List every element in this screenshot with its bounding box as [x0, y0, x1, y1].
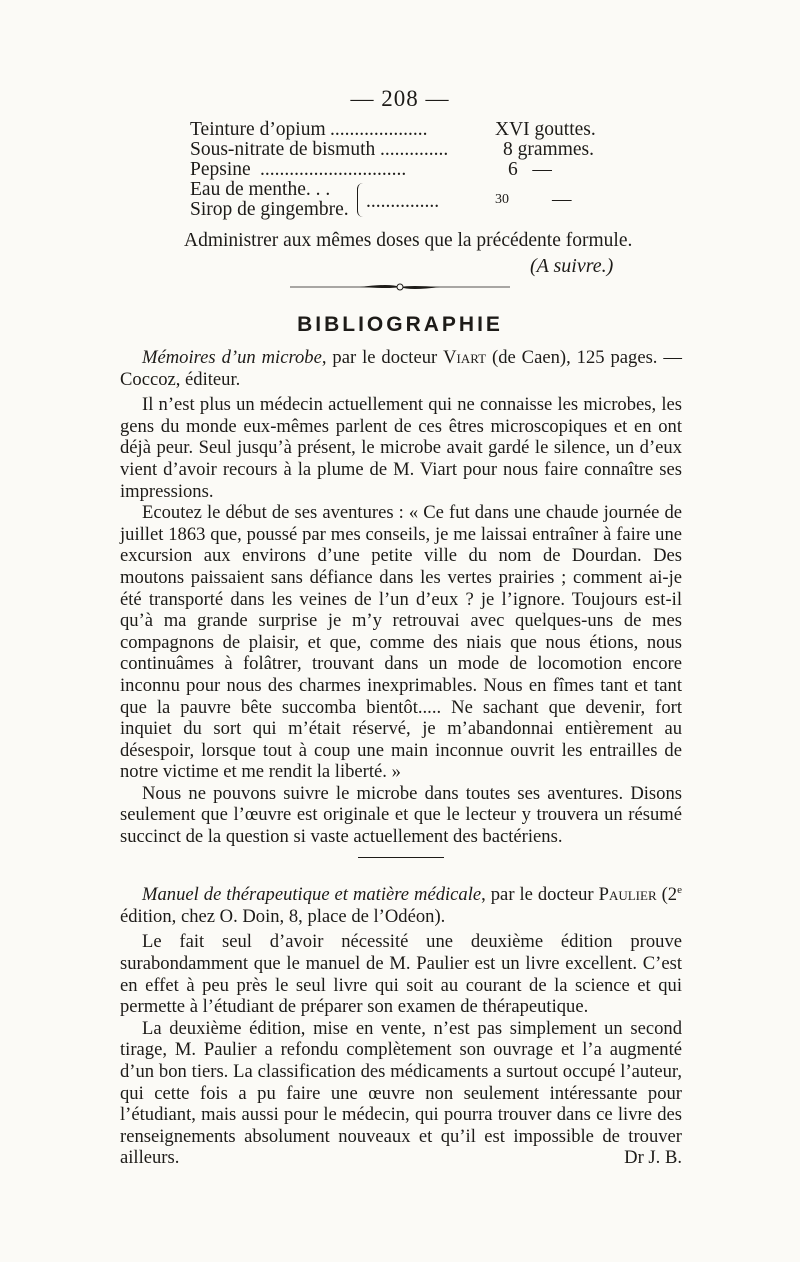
superscript: e: [677, 884, 682, 896]
recipe-line: [190, 140, 630, 160]
leader-dots: ..............: [380, 139, 449, 160]
leader-dots: ..............................: [260, 159, 407, 180]
citation-text: , par le docteur: [481, 884, 599, 906]
to-be-continued: (A suivre.): [530, 255, 614, 277]
leader-dots: ...............: [366, 191, 440, 212]
book-title: Mémoires d’un microbe: [142, 347, 322, 368]
paragraph: Nous ne pouvons suivre le microbe dans toutes ses aventures. Disons seulement que l’œuvre est originale et que le lecteur y trouvera un résumé succinct de la question si vaste actuellement des bactériens.: [120, 782, 682, 848]
author-name: Paulier: [598, 884, 657, 906]
brace-mark: [357, 183, 366, 217]
paragraph: Le fait seul d’avoir nécessité une deuxième édition prouve surabondamment que le manuel de M. Paulier est un livre excellent. C’est en effet à peu près le seul livre qui soit au courant de la science et qui permette à l’étudiant de préparer son examen de thérapeutique.: [120, 931, 682, 1018]
section-title: BIBLIOGRAPHIE: [297, 313, 503, 336]
separator-rule: [358, 857, 444, 858]
recipe-item-qty: XVI gouttes.: [495, 119, 596, 140]
ornament-divider: [290, 282, 510, 292]
book-title: Manuel de thérapeutique et matière médicale: [142, 884, 482, 906]
recipe-line: [190, 160, 630, 180]
review-manuel: [120, 880, 682, 1169]
recipe-brace-group: [190, 180, 630, 220]
recipe-item-qty: 30: [495, 192, 509, 207]
review-microbe: [120, 347, 682, 848]
signature: Dr J. B.: [624, 1147, 682, 1169]
recipe-item-dash: —: [552, 189, 572, 210]
paragraph: Ecoutez le début de ses aventures : « Ce fut dans une chaude journée de juillet 1863 que, poussé par mes conseils, je me laissai entraîner à faire une excursion aux environs d’une petite ville du nom de Dourdan. Des moutons paissaient sans défiance dans les vertes prairies ; comment ai-je été transporté dans les veines de l’un d’eux ? je l’ignore. Toujours est-il qu’à ma grande surprise je m’y retrouvai avec quelques-uns de mes compagnons de plaisir, et que, comme des niais que nous étions, nous continuâmes à folâtrer, trouvant dans un mode de locomotion encore inconnu pour nous des charmes inexprimables. Nous en fîmes tant et tant que la pauvre bête succomba bientôt..... Ne sachant que devenir, fort inquiet du sort qui m’était réservé, je m’abandonnai entièrement au désespoir, lorsque tout à coup une main inconnue ouvrit les entrailles de notre victime et me rendit la liberté. »: [120, 502, 682, 783]
recipe-line: [190, 120, 630, 140]
recipe-item-name: Eau de menthe. . .: [190, 179, 331, 200]
recipe-item-name: Pepsine: [190, 159, 251, 180]
recipe-instruction: Administrer aux mêmes doses que la précédente formule.: [184, 230, 633, 251]
citation-text: édition, chez O. Doin, 8, place de l’Odéon).: [120, 905, 446, 927]
recipe-item-qty: 6 —: [508, 159, 552, 180]
paragraph: Il n’est plus un médecin actuellement qui ne connaisse les microbes, les gens du monde eux-mêmes parlent de ces êtres microscopiques et en ont déjà peur. Seul jusqu’à présent, le microbe avait gardé le silence, un d’eux vient d’avoir recours à la plume de M. Viart pour nous faire connaître ses impressions.: [120, 394, 682, 502]
citation-text: (de Caen), 125 pages. — Coccoz, éditeur.: [120, 347, 682, 390]
page-number: — 208 —: [350, 86, 450, 111]
recipe-item-name: Teinture d’opium: [190, 119, 326, 140]
recipe-item-name: Sirop de gingembre.: [190, 199, 349, 220]
leader-dots: ....................: [330, 119, 428, 140]
review-citation: [120, 347, 682, 390]
recipe-item-qty: 8 grammes.: [503, 139, 594, 160]
recipe-block: [190, 120, 630, 220]
citation-text: , par le docteur: [321, 347, 444, 368]
citation-text: (2: [661, 884, 678, 906]
review-citation: [120, 880, 682, 927]
recipe-item-name: Sous-nitrate de bismuth: [190, 139, 376, 160]
paragraph-text: La deuxième édition, mise en vente, n’est pas simplement un second tirage, M. Paulier a refondu complètement son ouvrage et l’a augmenté d’un bon tiers. La classification des médicaments a surtout occupé l’auteur, qui cette fois a pu faire une œuvre non seulement intéressante pour l’étudiant, mais aussi pour le médecin, qui pourra trouver dans ce livre des renseignements absolument nouveaux et qu’il est impossible de trouver ailleurs.: [120, 1017, 682, 1169]
paragraph: [120, 1018, 682, 1169]
author-name: Viart: [443, 347, 487, 368]
